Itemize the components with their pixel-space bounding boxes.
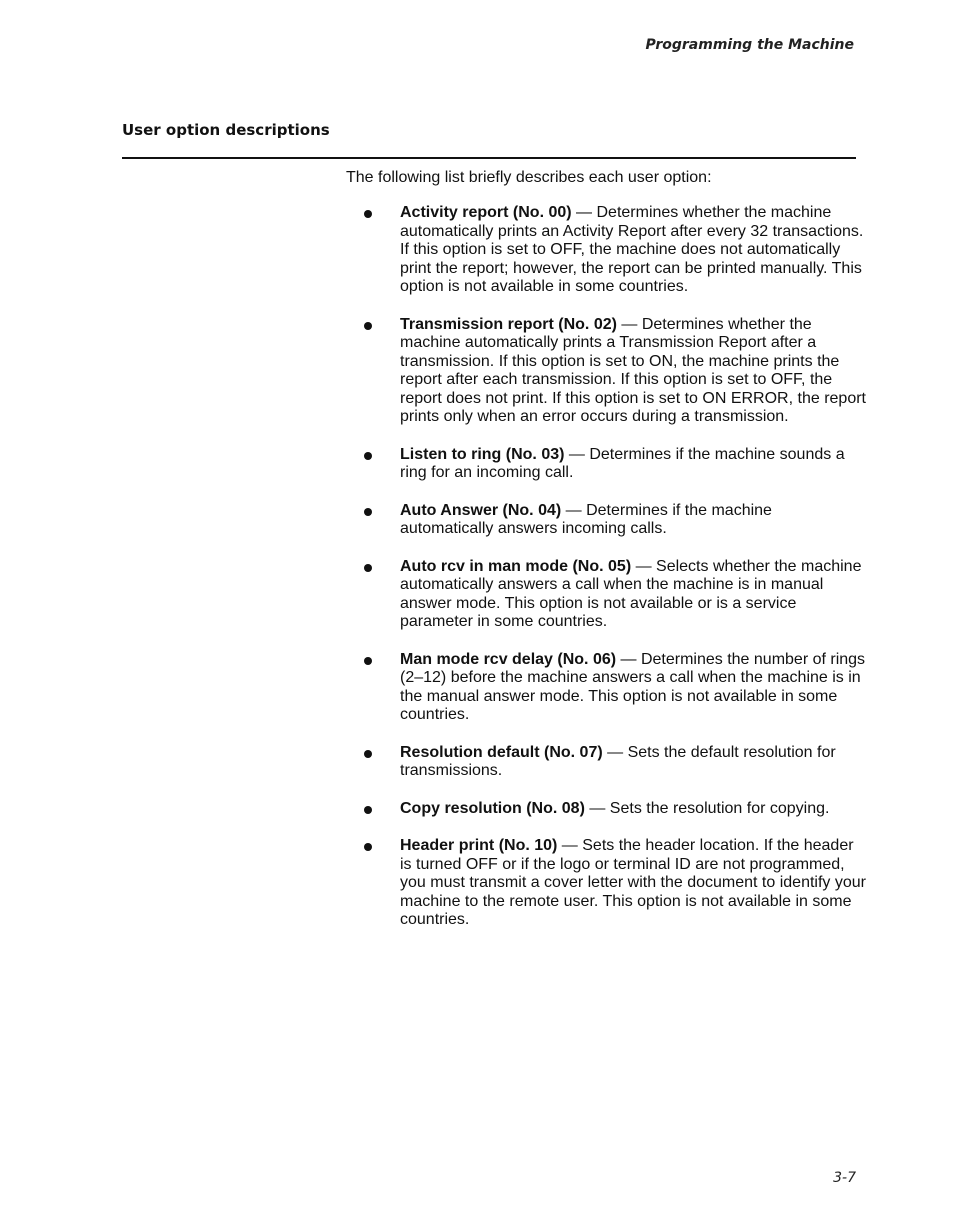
- option-activity-report: [346, 204, 866, 297]
- option-copy-resolution: [346, 800, 866, 819]
- bullet-icon: [364, 210, 372, 218]
- option-description: — Sets the resolution for copying.: [584, 799, 830, 817]
- bullet-icon: [364, 657, 372, 665]
- option-title: Transmission report (No. 02): [400, 315, 617, 333]
- page-number: 3-7: [833, 1170, 856, 1186]
- option-title: Header print (No. 10): [400, 837, 558, 854]
- bullet-icon: [364, 750, 372, 758]
- bullet-icon: [364, 508, 372, 516]
- bullet-icon: [364, 843, 372, 851]
- bullet-icon: [364, 564, 372, 572]
- bullet-icon: [364, 452, 372, 460]
- option-description: — Determines the number of rings (2–12) before the machine answers a call when the machine is in the manual answer mode. This option is not available in some countries.: [400, 650, 866, 723]
- section-title: User option descriptions: [122, 121, 330, 139]
- bullet-icon: [364, 322, 372, 330]
- option-title: Activity report (No. 00): [400, 204, 572, 221]
- option-title: Auto Answer (No. 04): [400, 501, 562, 519]
- option-description: — Determines whether the machine automatically prints a Transmission Report after a transmission. If this option is set to ON, the machine prints the report after each transmission. If this option is set to OFF, the report does not print. If this option is set to ON ERROR, the report prints only when an error occurs during a transmission.: [400, 315, 866, 425]
- option-title: Listen to ring (No. 03): [400, 445, 565, 463]
- bullet-icon: [364, 806, 372, 814]
- option-description: — Sets the header location. If the header is turned OFF or if the logo or terminal ID are not programmed, you must transmit a cover letter with the document to identify your machine to the remote user. This option is not available in some countries.: [400, 837, 866, 928]
- intro-text: The following list briefly describes each user option:: [346, 169, 712, 186]
- option-title: Man mode rcv delay (No. 06): [400, 650, 617, 668]
- option-listen-to-ring: [346, 446, 866, 483]
- running-head: Programming the Machine: [645, 37, 854, 53]
- option-description: — Determines if the machine automatically answers incoming calls.: [400, 501, 772, 537]
- option-title: Auto rcv in man mode (No. 05): [400, 557, 632, 575]
- option-description: — Determines if the machine sounds a ring for an incoming call.: [400, 445, 845, 481]
- option-transmission-report: [346, 316, 866, 427]
- section-divider: [122, 157, 856, 159]
- option-header-print: [346, 837, 866, 930]
- option-description: — Determines whether the machine automatically prints an Activity Report after every 32 transactions. If this option is set to OFF, the machine does not automatically print the report; however, the report can be printed manually. This option is not available in some countries.: [400, 204, 864, 295]
- option-resolution-default: [346, 744, 866, 781]
- option-list: [346, 204, 866, 949]
- option-auto-rcv-man-mode: [346, 558, 866, 632]
- option-man-mode-rcv-delay: [346, 651, 866, 725]
- option-description: — Selects whether the machine automatically answers a call when the machine is in manual answer mode. This option is not available or is a service parameter in some countries.: [400, 557, 862, 630]
- option-title: Resolution default (No. 07): [400, 743, 603, 761]
- option-title: Copy resolution (No. 08): [400, 799, 585, 817]
- option-auto-answer: [346, 502, 866, 539]
- option-description: — Sets the default resolution for transmissions.: [400, 743, 836, 779]
